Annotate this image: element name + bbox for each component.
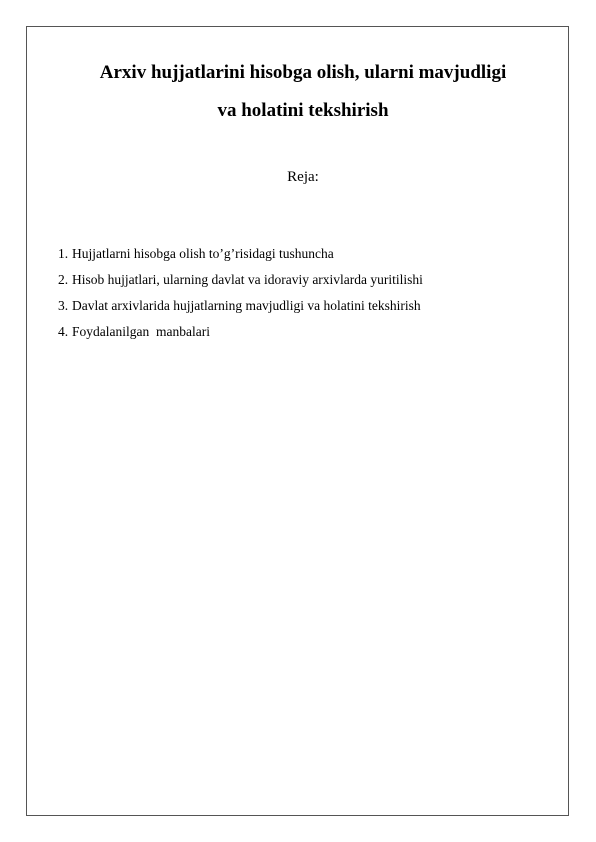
plan-item-text: Hisob hujjatlari, ularning davlat va idoraviy arxivlarda yuritilishi [72,272,423,287]
document-title-line-1: Arxiv hujjatlarini hisobga olish, ularni mavjudligi [99,62,507,83]
plan-heading: Reja: [287,169,319,185]
plan-item-number: 2. [58,272,69,287]
plan-item-number: 4. [58,324,69,339]
plan-item-text: Davlat arxivlarida hujjatlarning mavjudligi va holatini tekshirish [72,298,421,313]
plan-item [58,267,423,293]
plan-item-text: Foydalanilgan manbalari [72,324,210,339]
plan-list [58,241,423,345]
plan-item [58,319,423,345]
plan-item [58,241,423,267]
plan-item [58,293,423,319]
page-border [26,26,569,816]
plan-item-number: 3. [58,298,69,313]
plan-item-number: 1. [58,246,69,261]
plan-item-text: Hujjatlarni hisobga olish to’g’risidagi tushuncha [72,246,334,261]
document-title-line-2: va holatini tekshirish [217,100,389,121]
